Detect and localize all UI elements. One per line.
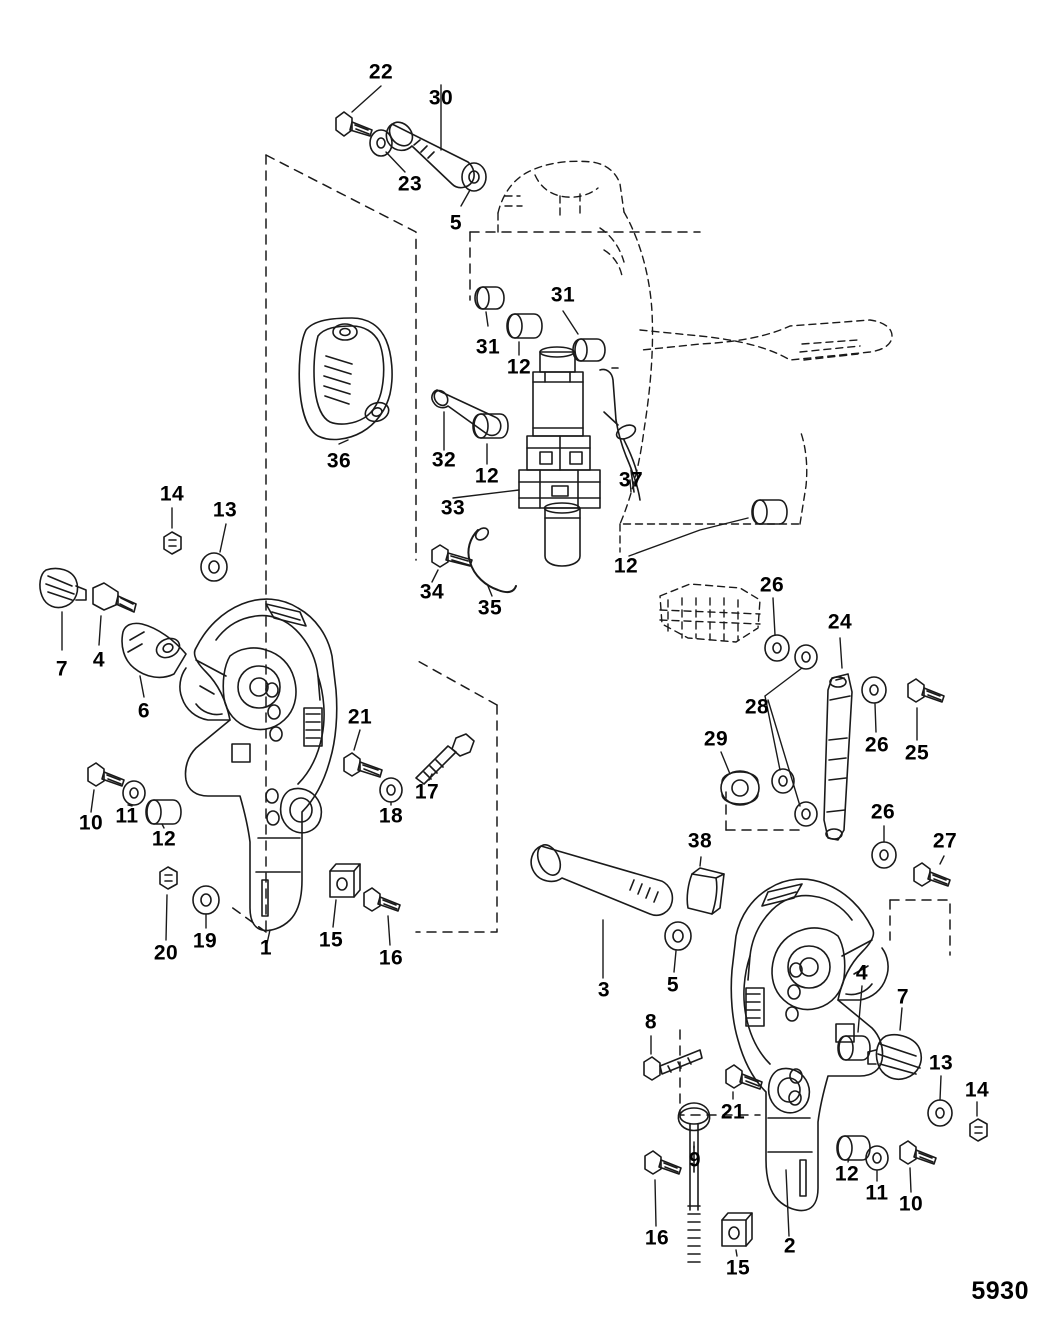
part-8-bolt — [644, 1036, 702, 1080]
callout-22: 22 — [368, 60, 394, 84]
part-12-bushing-left — [146, 800, 181, 828]
part-12-bushing-upper — [507, 314, 542, 355]
part-7-knob-left — [40, 568, 86, 650]
callout-1: 1 — [259, 936, 273, 960]
part-9-tilt-pin — [678, 1103, 709, 1262]
callout-8: 8 — [644, 1010, 658, 1034]
part-32-pin — [431, 388, 500, 450]
callout-18: 18 — [378, 804, 404, 828]
callout-4: 4 — [855, 961, 869, 985]
part-25-bolt — [908, 679, 944, 740]
callout-11: 11 — [865, 1181, 889, 1205]
part-6-clip — [122, 623, 186, 697]
callout-21: 21 — [720, 1100, 746, 1124]
part-27-bolt — [914, 856, 950, 886]
part-7-knob-right — [868, 1008, 921, 1079]
callout-5: 5 — [449, 211, 463, 235]
part-12-bushing-right — [629, 500, 787, 556]
callout-32: 32 — [431, 448, 457, 472]
callout-20: 20 — [153, 941, 179, 965]
callout-30: 30 — [428, 86, 454, 110]
callout-12: 12 — [834, 1162, 860, 1186]
part-13-washer-right — [928, 1076, 952, 1126]
callout-31: 31 — [550, 283, 576, 307]
callout-13: 13 — [928, 1051, 954, 1075]
callout-36: 36 — [326, 449, 352, 473]
part-5-washer-right — [665, 922, 691, 972]
part-36-handle — [299, 318, 392, 444]
callout-9: 9 — [688, 1148, 702, 1172]
callout-5: 5 — [666, 973, 680, 997]
callout-31: 31 — [475, 335, 501, 359]
callout-17: 17 — [414, 780, 440, 804]
part-11-washer-left — [123, 781, 145, 806]
callout-21: 21 — [347, 705, 373, 729]
callout-26: 26 — [864, 733, 890, 757]
part-28-bushings — [765, 645, 817, 826]
part-12-bushing-mid — [473, 414, 508, 464]
callout-15: 15 — [318, 928, 344, 952]
callout-3: 3 — [597, 978, 611, 1002]
callout-10: 10 — [898, 1192, 924, 1216]
callout-12: 12 — [506, 355, 532, 379]
part-15-mount-block-left — [330, 864, 360, 927]
callout-28: 28 — [744, 695, 770, 719]
callout-27: 27 — [932, 829, 958, 853]
callout-12: 12 — [474, 464, 500, 488]
callout-37: 37 — [618, 468, 644, 492]
callout-11: 11 — [115, 804, 139, 828]
callout-29: 29 — [703, 727, 729, 751]
callout-19: 19 — [192, 929, 218, 953]
part-21-bolt-right — [726, 1065, 762, 1099]
part-20-nut — [160, 867, 177, 940]
callout-15: 15 — [725, 1256, 751, 1280]
part-10-bolt-right — [900, 1141, 936, 1192]
part-15-mount-block-right — [722, 1213, 752, 1256]
part-12-bushing-right-lower — [837, 1136, 870, 1162]
part-35-hose — [468, 526, 516, 596]
callout-26: 26 — [759, 573, 785, 597]
part-16-bolt-left — [364, 888, 400, 945]
callout-25: 25 — [904, 741, 930, 765]
callout-16: 16 — [378, 946, 404, 970]
callout-2: 2 — [783, 1234, 797, 1258]
callout-34: 34 — [419, 580, 445, 604]
callout-6: 6 — [137, 699, 151, 723]
part-34-bolt — [432, 545, 472, 582]
callout-7: 7 — [896, 985, 910, 1009]
callout-35: 35 — [477, 596, 503, 620]
dashed-guide-lines — [230, 155, 950, 1115]
part-13-washer-left — [201, 524, 227, 581]
part-22-bolt — [336, 86, 381, 136]
part-14-nut-left — [164, 508, 181, 554]
part-3-through-tube — [531, 841, 672, 978]
callout-16: 16 — [644, 1226, 670, 1250]
part-24-trim-rod — [824, 638, 852, 840]
callout-24: 24 — [827, 610, 853, 634]
part-38-pad — [687, 857, 724, 914]
callout-33: 33 — [440, 496, 466, 520]
callout-38: 38 — [687, 829, 713, 853]
part-14-nut-right — [970, 1102, 987, 1141]
callout-13: 13 — [212, 498, 238, 522]
callout-26: 26 — [870, 800, 896, 824]
part-16-bolt-right — [645, 1151, 681, 1226]
midsection-phantom — [498, 161, 892, 642]
part-21-bolt-left — [344, 730, 382, 777]
callout-10: 10 — [78, 811, 104, 835]
callout-7: 7 — [55, 657, 69, 681]
part-4-fitting-left — [93, 583, 136, 645]
part-17-long-bolt — [416, 734, 474, 784]
part-19-washer — [193, 886, 219, 928]
callout-12: 12 — [613, 554, 639, 578]
callout-14: 14 — [964, 1078, 990, 1102]
part-18-washer — [380, 778, 402, 805]
callout-12: 12 — [151, 827, 177, 851]
callout-14: 14 — [159, 482, 185, 506]
callout-4: 4 — [92, 648, 106, 672]
callout-23: 23 — [397, 172, 423, 196]
sheet-number: 5930 — [971, 1277, 1029, 1305]
